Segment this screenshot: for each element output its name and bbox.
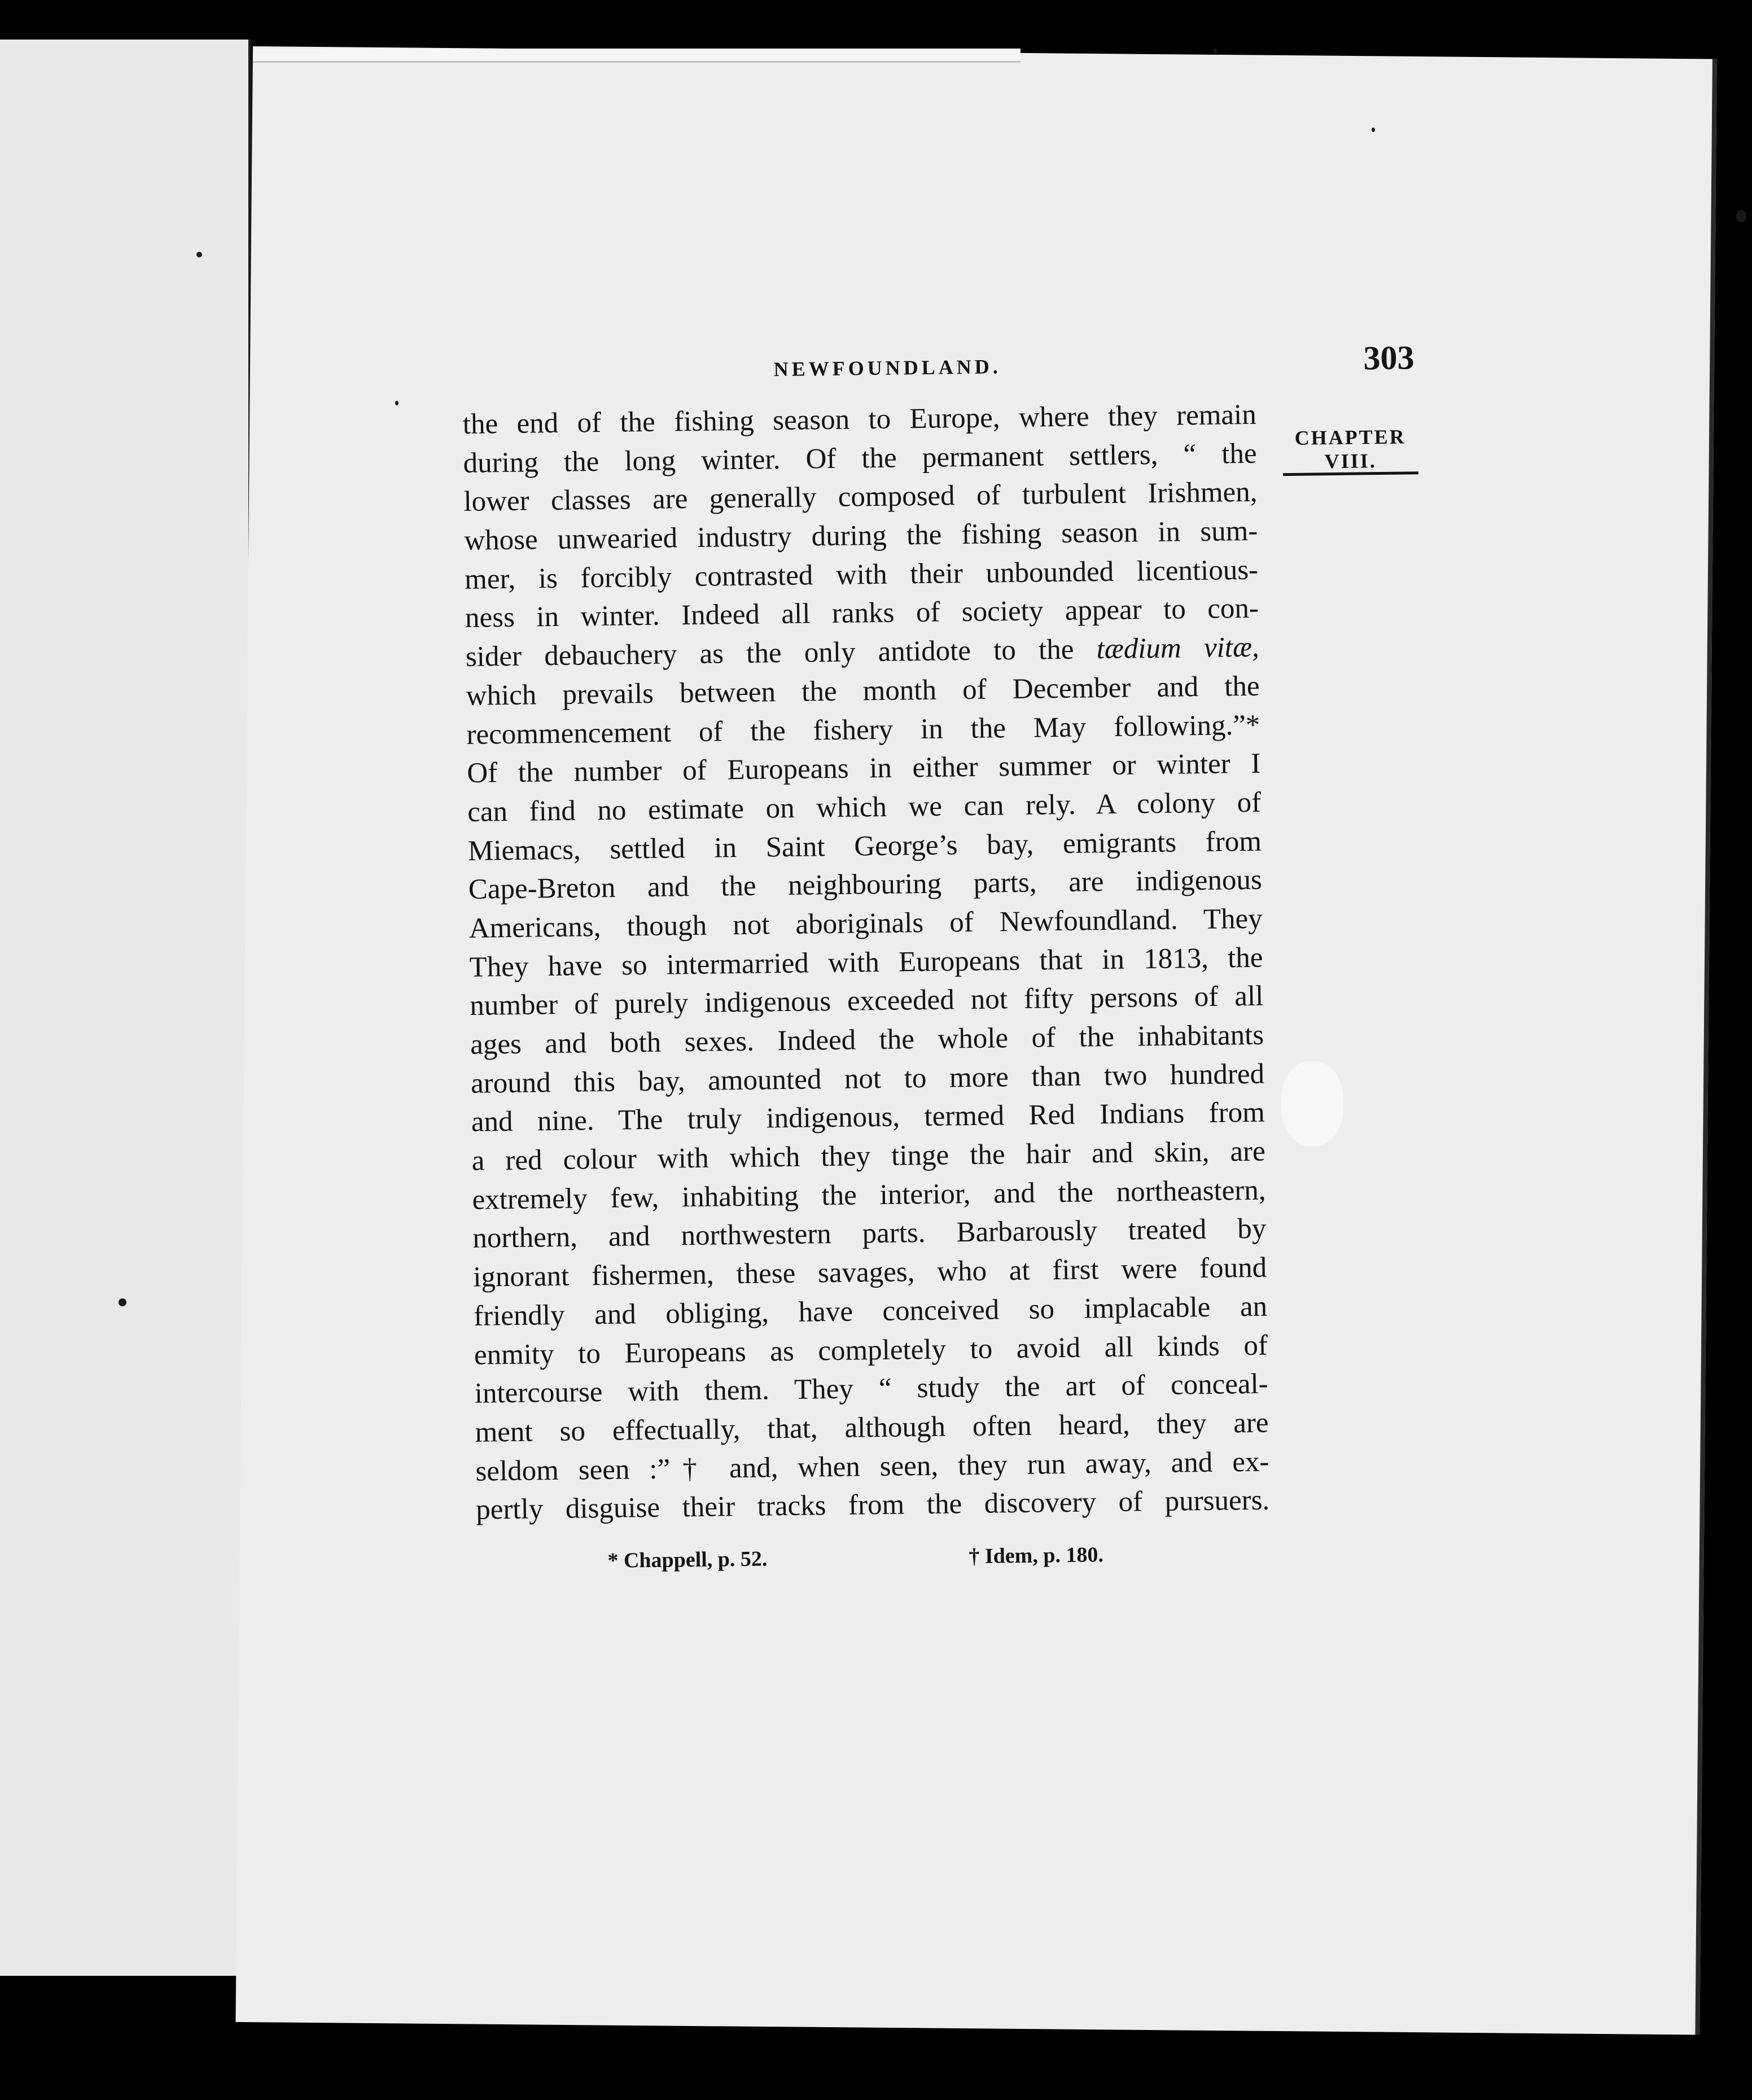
dust-speck [1736,210,1746,222]
text-line-roman-part: sider debauchery as the only antidote to the [465,633,1074,673]
text-line: ness in winter. Indeed all ranks of society appear to con- [465,593,1259,635]
text-line: whose unwearied industry during the fishing season in sum- [464,515,1258,557]
text-line: northern, and northwestern parts. Barbarously treated by [472,1213,1267,1255]
text-line: friendly and obliging, have conceived so implacable an [473,1290,1268,1332]
dust-speck [1214,49,1217,54]
chapter-number: VIII. [1283,449,1419,476]
text-line: pertly disguise their tracks from the discovery of pursuers. [476,1484,1270,1526]
text-line: Americans, though not aboriginals of Newfoundland. They [468,903,1263,944]
page-text-block [457,325,1573,1595]
text-line: Miemacs, settled in Saint George’s bay, emigrants from [467,825,1262,867]
footnote-1: * Chappell, p. 52. [607,1547,768,1573]
text-line: ment so effectually, that, although often heard, they are [475,1407,1269,1449]
dust-speck [1372,128,1375,132]
page-number: 303 [1363,339,1414,377]
text-line: recommencement of the fishery in the May following.”* [466,709,1260,751]
body-text [462,396,1269,1530]
text-line: intercourse with them. They “ study the art of conceal- [474,1368,1269,1410]
text-line: seldom seen :”† and, when seen, they run away, and ex- [475,1446,1269,1488]
text-line: mer, is forcibly contrasted with their unbounded licentious- [464,554,1259,596]
left-facing-page [0,40,252,1976]
dust-speck [395,401,398,405]
text-line: lower classes are generally composed of turbulent Irishmen, [463,476,1258,518]
text-line: the end of the fishing season to Europe, where they remain [462,399,1257,440]
text-line: They have so intermarried with Europeans that in 1813, the [469,942,1263,983]
text-line: extremely few, inhabiting the interior, and the northeastern, [472,1174,1266,1216]
text-line: ages and both sexes. Indeed the whole of the inhabitants [470,1019,1264,1061]
running-head-title: NEWFOUNDLAND. [773,355,1001,381]
chapter-label: CHAPTER [1294,425,1406,449]
text-line: ignorant fishermen, these savages, who at first were found [472,1252,1267,1293]
chapter-side-note [1282,424,1418,476]
text-line: a red colour with which they tinge the hair and skin, are [471,1135,1266,1177]
text-line: during the long winter. Of the permanent settlers, “ the [463,438,1257,479]
text-line: enmity to Europeans as completely to avoid all kinds of [474,1329,1268,1371]
footnote-2: † Idem, p. 180. [969,1543,1104,1569]
italic-phrase: tædium vitæ, [1096,631,1260,666]
text-line: and nine. The truly indigenous, termed Red Indians from [471,1096,1265,1139]
text-line: around this bay, amounted not to more than two hundred [470,1058,1265,1100]
page-edge-sliver [253,49,1020,63]
dust-speck [196,252,202,257]
text-line: which prevails between the month of December and the [466,670,1260,712]
text-line: Cape-Breton and the neighbouring parts, are indigenous [468,864,1263,906]
text-line: Of the number of Europeans in either summer or winter I [467,747,1261,790]
dust-speck [119,1298,126,1306]
text-line: number of purely indigenous exceeded not fifty persons of all [470,980,1264,1022]
text-line: can find no estimate on which we can rely. A colony of [467,786,1262,828]
